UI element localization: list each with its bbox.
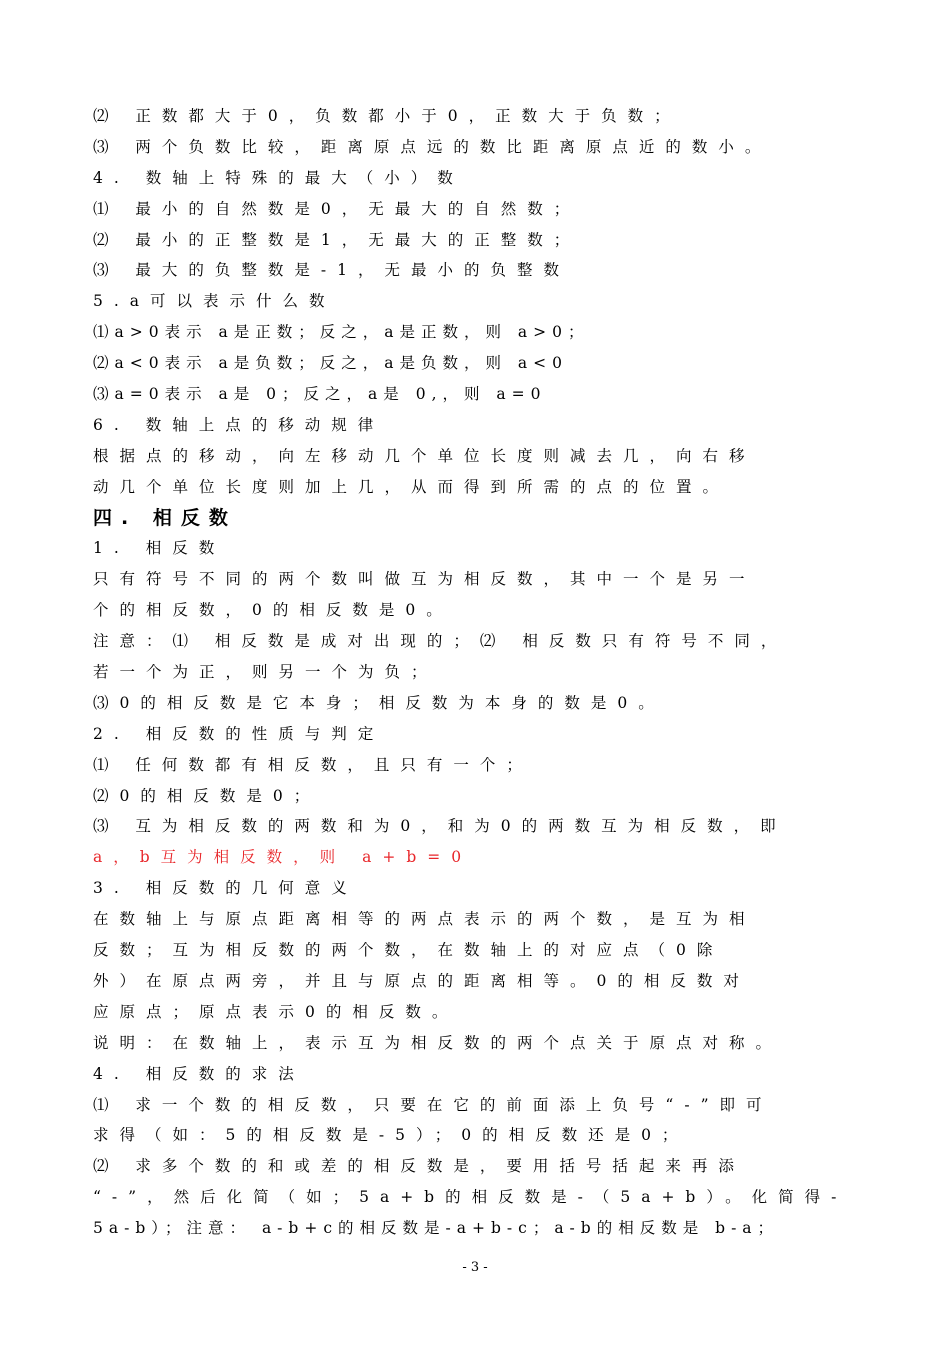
text-line: ⑶a=0表示 a是 0；反之，a是 0,，则 a=0: [93, 385, 547, 404]
text-line: 若一个为正，则另一个为负；: [93, 663, 438, 682]
page-number: - 3 -: [462, 1260, 488, 1275]
text-line: ⑵ 正数都大于0，负数都小于0，正数大于负数；: [93, 107, 681, 125]
text-line: 反数；互为相反数的两个数，在数轴上的对应点（0除: [93, 941, 724, 960]
text-line: 根据点的移动，向左移动几个单位长度则减去几，向右移: [93, 446, 756, 465]
text-line: 只有符号不同的两个数叫做互为相反数，其中一个是另一: [93, 570, 756, 589]
text-line: ⑴ 最小的自然数是0，无最大的自然数；: [93, 199, 581, 218]
section-subheading: 4. 相反数的求法: [93, 1064, 305, 1083]
section-subheading: 1. 相反数: [93, 539, 226, 558]
text-line: 应原点；原点表示0的相反数。: [93, 1002, 459, 1021]
text-line: 注意：⑴ 相反数是成对出现的；⑵ 相反数只有符号不同，: [93, 632, 788, 651]
text-line: ⑵ 求多个数的和或差的相反数是，要用括号括起来再添: [93, 1157, 745, 1176]
text-line: ⑶ 互为相反数的两数和为0，和为0的两数互为相反数，即: [93, 817, 787, 836]
text-line: ⑴a>0表示 a是正数；反之，a是正数，则 a>0；: [93, 323, 590, 342]
section-subheading: 2. 相反数的性质与判定: [93, 724, 385, 743]
text-line: ⑴ 任何数都有相反数，且只有一个；: [93, 755, 533, 774]
text-line: 个的相反数，0的相反数是0。: [93, 601, 453, 620]
highlighted-line: a，b互为相反数，则 a+b=0: [93, 848, 473, 867]
text-line: ⑵ 最小的正整数是1，无最大的正整数；: [93, 230, 581, 249]
section-heading: 四. 相反数: [93, 506, 237, 529]
text-line: 求得（如：5的相反数是-5）；0的相反数还是0；: [93, 1126, 689, 1145]
text-line: ⑶ 两个负数比较，距离原点远的数比距离原点近的数小。: [93, 137, 772, 156]
text-line: ⑵0的相反数是0；: [93, 786, 321, 805]
text-line: 动几个单位长度则加上几，从而得到所需的点的位置。: [93, 477, 730, 496]
text-line: “-”，然后化简（如；5a+b的相反数是-（5a+b）。化简得-: [93, 1188, 848, 1207]
text-body: [93, 101, 883, 1244]
section-subheading: 3. 相反数的几何意义: [93, 879, 358, 898]
text-line: ⑶ 最大的负整数是-1，无最小的负整数: [93, 261, 571, 280]
text-line: 5a-b）；注意： a-b+c的相反数是-a+b-c；a-b的相反数是 b-a；: [93, 1219, 780, 1238]
text-line: 外）在原点两旁，并且与原点的距离相等。0的相反数对: [93, 971, 750, 990]
text-line: 在数轴上与原点距离相等的两点表示的两个数，是互为相: [93, 910, 756, 929]
section-subheading: 5.a可以表示什么数: [93, 292, 336, 311]
text-line: ⑴ 求一个数的相反数，只要在它的前面添上负号“-”即可: [93, 1095, 773, 1114]
section-subheading: 6. 数轴上点的移动规律: [93, 415, 385, 434]
text-line: ⑶0的相反数是它本身；相反数为本身的数是0。: [93, 693, 665, 712]
text-line: ⑵a<0表示 a是负数；反之，a是负数，则 a<0: [93, 354, 569, 373]
text-line: 说明：在数轴上，表示互为相反数的两个点关于原点对称。: [93, 1033, 783, 1052]
section-subheading: 4. 数轴上特殊的最大（小）数: [93, 168, 464, 187]
